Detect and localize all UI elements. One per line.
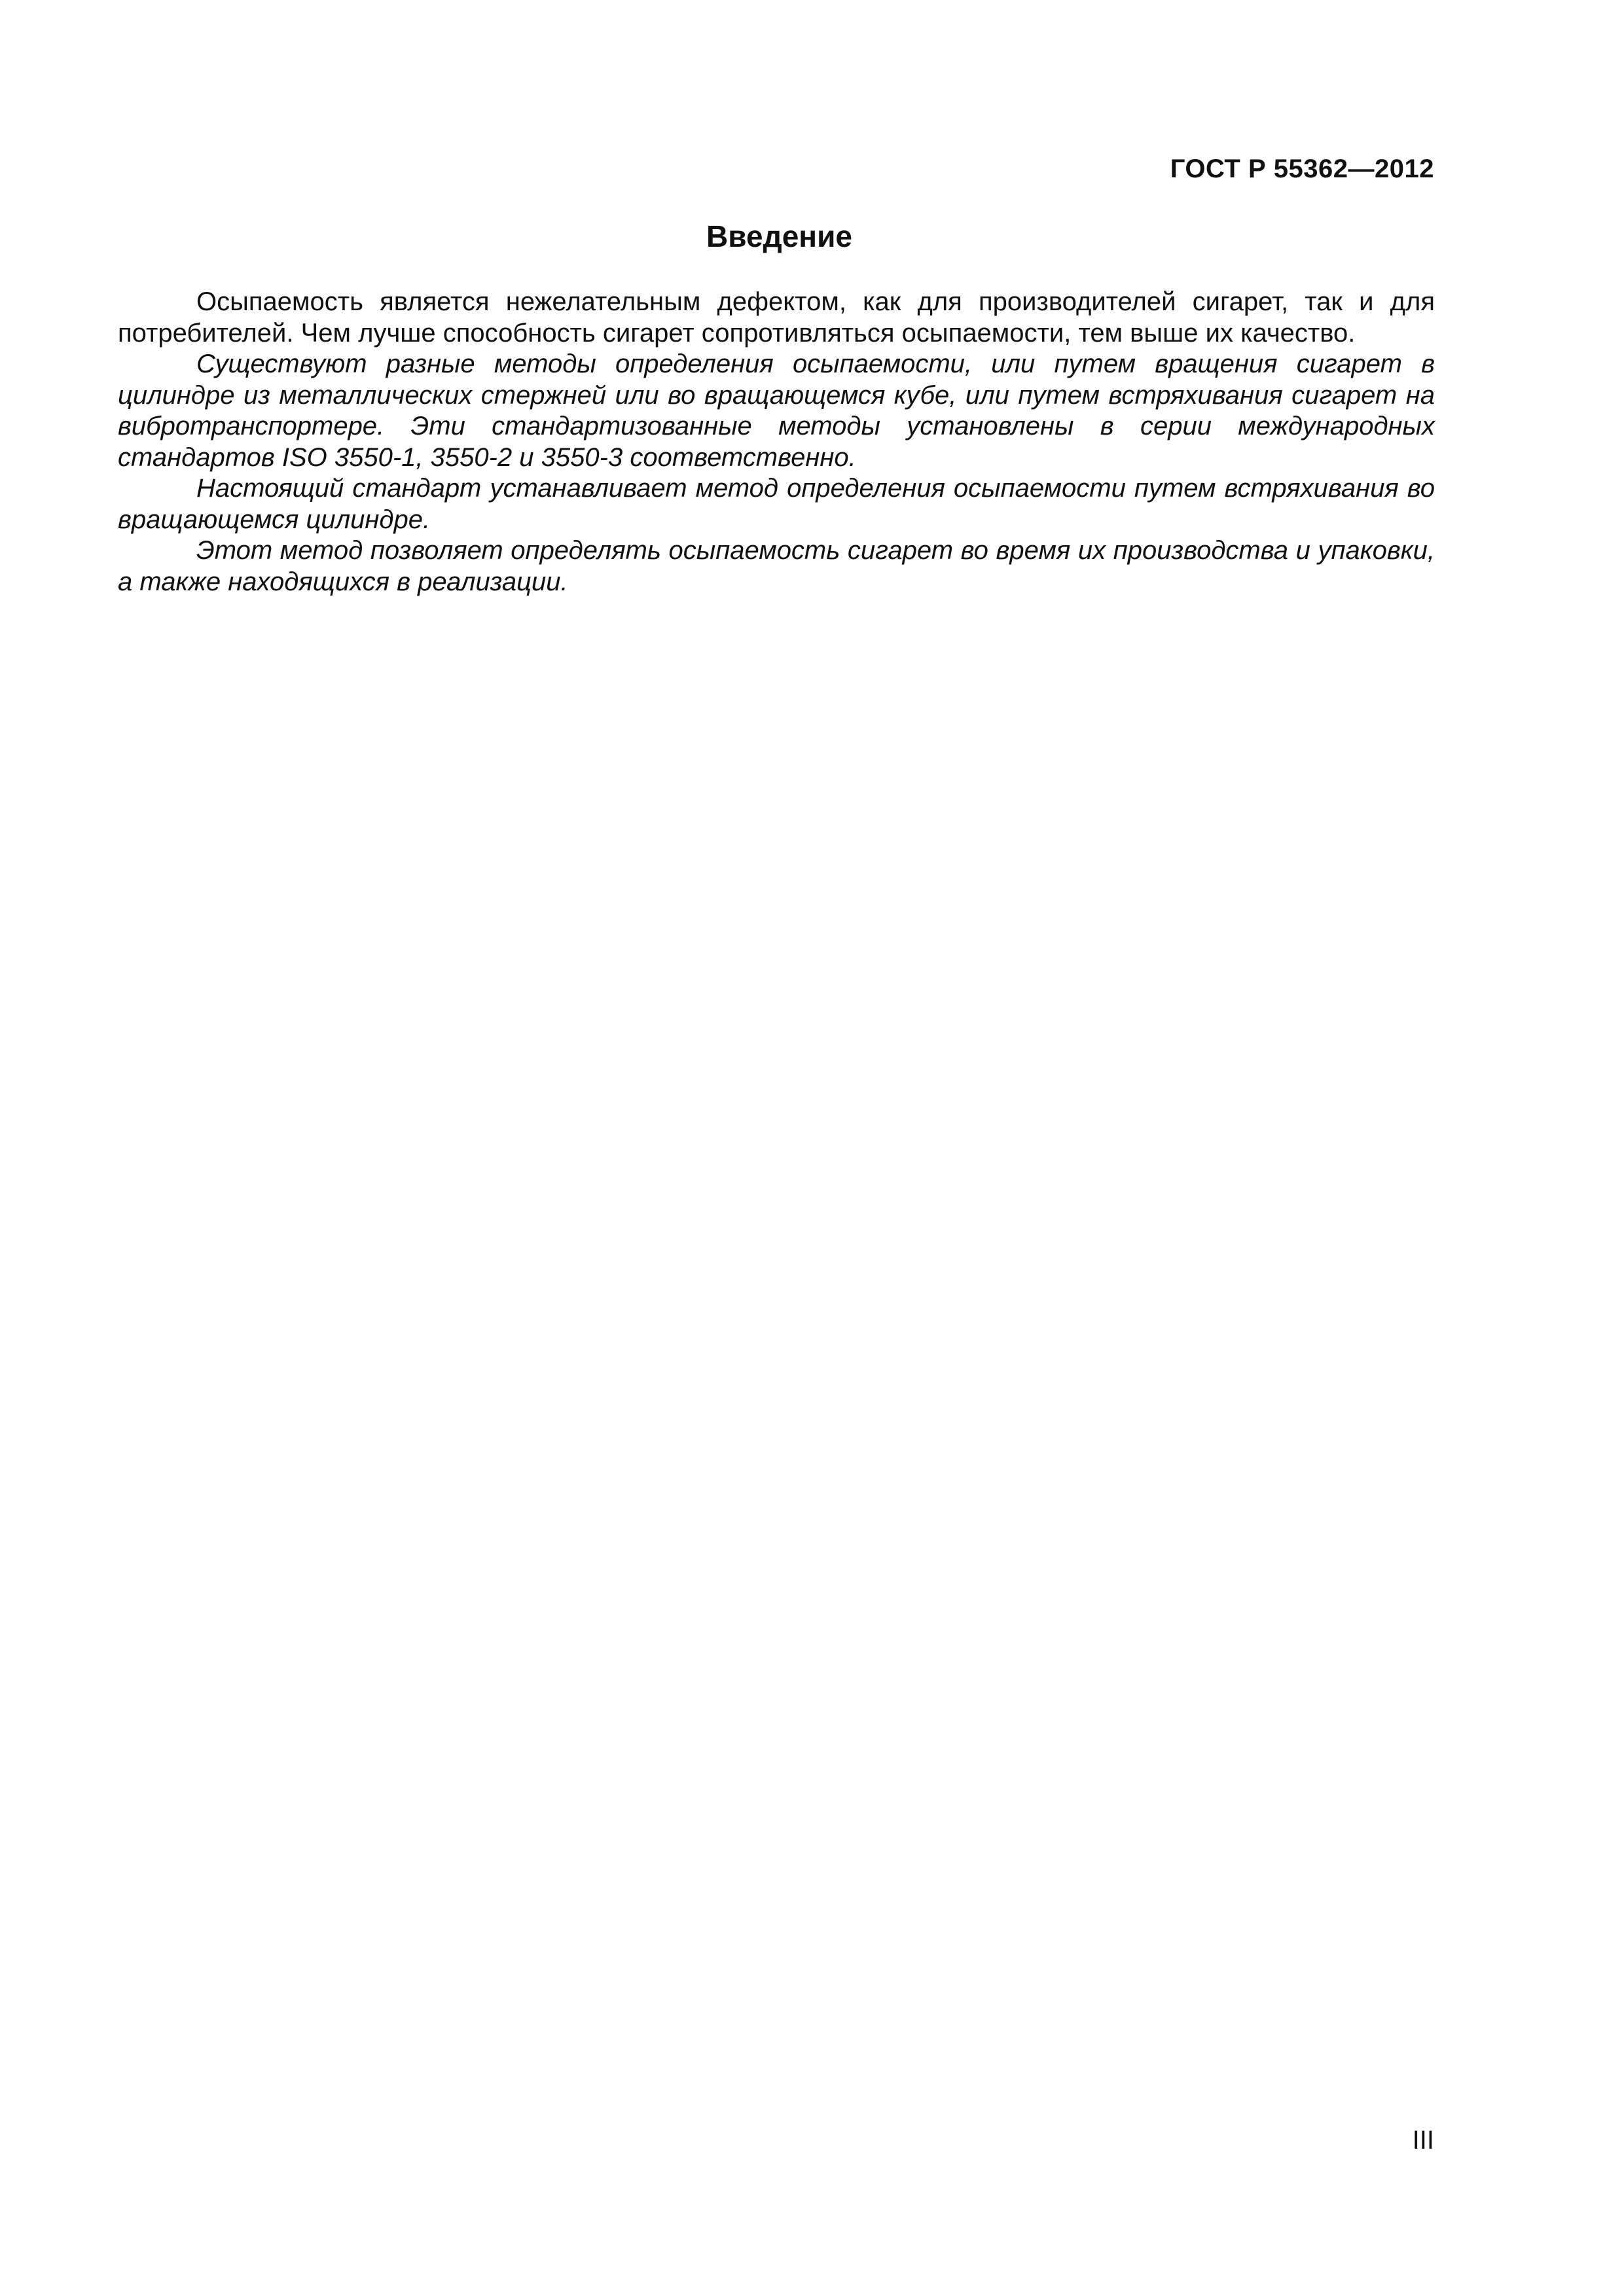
paragraph-3: Настоящий стандарт устанавливает метод определения осыпаемости путем встряхивания во вращающемся цилиндре. [118,474,1435,534]
document-code: ГОСТ Р 55362—2012 [1170,154,1434,183]
paragraph-2: Существуют разные методы определения осыпаемости, или путем вращения сигарет в цилиндре из металлических стержней или во вращающемся кубе, или путем встряхивания сигарет на вибротранспортере. Эти стандартизованные методы установлены в серии международных стандартов ISO 3550-1, 3550-2 и 3550-3 соответственно. [118,350,1435,472]
paragraph-4: Этот метод позволяет определять осыпаемость сигарет во время их производства и упаковки, а также находящихся в реализации. [118,536,1435,596]
section-title: Введение [706,219,852,253]
paragraph-1: Осыпаемость является нежелательным дефектом, как для производителей сигарет, так и для потребителей. Чем лучше способность сигарет сопротивляться осыпаемости, тем выше их качество. [118,287,1435,348]
section-body [118,287,1435,598]
page-number: III [1412,2126,1434,2155]
